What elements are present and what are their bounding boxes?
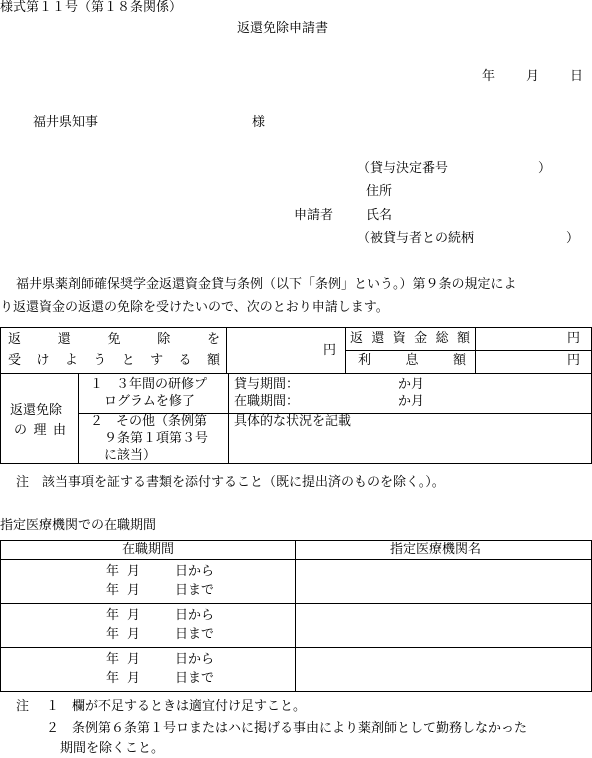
reason-1-line-2: ログラムを修了 [104, 394, 195, 409]
date-day-label: 日 [570, 69, 584, 84]
section-2-title: 指定医療機関での在職期間 [0, 518, 157, 533]
from-month: 月 [127, 608, 141, 623]
work-period-label: 在職期間： [234, 394, 300, 409]
reason-label-line-1: 返還免除 [10, 403, 63, 418]
note-2-item-2-line-1: ２ 条例第６条第１号ロまたはハに掲げる事由により薬剤師として勤務しなかった [46, 721, 528, 736]
work-period-months: か月 [398, 394, 425, 409]
address-label: 住所 [366, 184, 393, 199]
honorific: 様 [252, 115, 266, 130]
to-month: 月 [127, 583, 141, 598]
amount-label-row-1: 返 還 免 除 を [8, 332, 220, 347]
table-rule [78, 373, 79, 464]
relation-label: （被貸与者との続柄 [357, 231, 475, 246]
table-rule [226, 327, 227, 373]
from-day: 日から [175, 652, 215, 667]
from-year: 年 [106, 564, 120, 579]
reason-1-line-1: １ ３年間の研修プ [90, 377, 208, 392]
from-day: 日から [175, 564, 215, 579]
from-day: 日から [175, 608, 215, 623]
table-rule [0, 647, 592, 648]
date-month-label: 月 [526, 69, 540, 84]
reason-2-line-3: に該当） [104, 448, 157, 463]
notes-prefix: 注 [16, 699, 30, 714]
table-rule [228, 373, 229, 464]
table-rule [345, 327, 346, 373]
exemption-amount-yen: 円 [323, 343, 337, 358]
to-year: 年 [106, 627, 120, 642]
header-institution: 指定医療機関名 [390, 542, 482, 557]
loan-period-months: か月 [398, 377, 425, 392]
date-year-label: 年 [482, 69, 496, 84]
table-rule [295, 540, 296, 692]
name-label: 氏名 [366, 208, 393, 223]
total-amount-yen: 円 [567, 331, 581, 346]
interest-yen: 円 [567, 353, 581, 368]
table-rule [0, 603, 592, 604]
reason-2-line-2: ９条第１項第３号 [104, 431, 209, 446]
to-year: 年 [106, 671, 120, 686]
table-rule [345, 350, 592, 351]
addressee: 福井県知事 [33, 115, 99, 130]
to-year: 年 [106, 583, 120, 598]
form-number: 様式第１１号（第１８条関係） [0, 0, 183, 15]
body-line-1: 福井県薬剤師確保奨学金返還資金貸与条例（以下「条例」という。）第９条の規定によ [16, 277, 517, 292]
to-day: 日まで [175, 627, 215, 642]
interest-label: 利 息 額 [358, 353, 466, 368]
note-2-item-1: １ 欄が不足するときは適宜付け足すこと。 [46, 699, 307, 714]
from-year: 年 [106, 608, 120, 623]
table-rule [0, 559, 592, 560]
applicant-label: 申請者 [294, 208, 334, 223]
to-month: 月 [127, 627, 141, 642]
reason-2-line-1: ２ その他（条例第 [90, 414, 208, 429]
relation-close: ） [566, 231, 580, 246]
page-title: 返還免除申請書 [237, 21, 329, 36]
to-month: 月 [127, 671, 141, 686]
note-1: 注 該当事項を証する書類を添付すること（既に提出済のものを除く。）。 [16, 475, 445, 490]
loan-period-label: 貸与期間： [234, 377, 300, 392]
loan-number-close: ） [538, 161, 552, 176]
from-month: 月 [127, 652, 141, 667]
table-rule [475, 327, 476, 373]
body-line-2: り返還資金の返還の免除を受けたいので、次のとおり申請します。 [0, 300, 389, 315]
amount-label-row-2: 受 け よ う と す る 額 [8, 353, 220, 368]
to-day: 日まで [175, 583, 215, 598]
from-month: 月 [127, 564, 141, 579]
reason-label-line-2: の 理 由 [14, 423, 66, 438]
employment-table-border [0, 540, 592, 692]
loan-number-label: （貸与決定番号 [357, 161, 449, 176]
header-period: 在職期間 [122, 542, 175, 557]
note-2-item-2-line-2: 期間を除くこと。 [60, 741, 165, 756]
details-label: 具体的な状況を記載 [234, 414, 352, 429]
total-amount-label: 返 還 資 金 総 額 [350, 331, 470, 346]
table-rule [0, 373, 592, 374]
from-year: 年 [106, 652, 120, 667]
to-day: 日まで [175, 671, 215, 686]
